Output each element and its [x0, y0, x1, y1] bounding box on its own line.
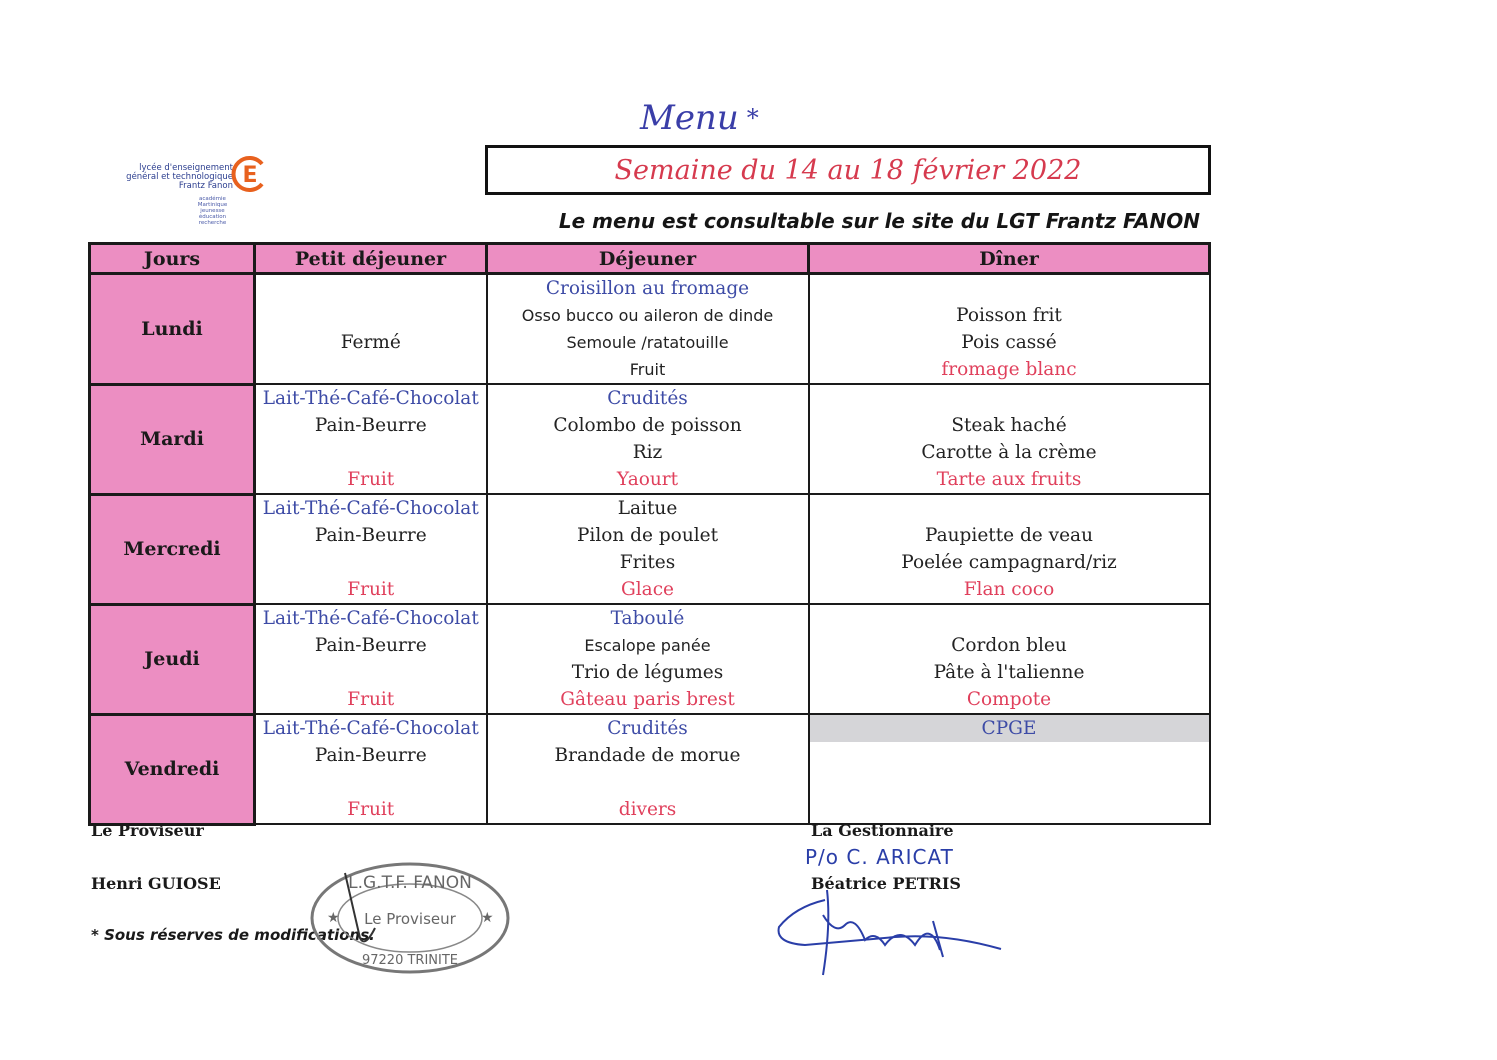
menu-item: divers [618, 799, 677, 820]
breakfast-cell [255, 494, 487, 604]
stamp-mid-text: Le Proviseur [364, 910, 456, 928]
dinner-cell [809, 274, 1210, 385]
menu-item: Croisillon au fromage [545, 278, 750, 299]
column-header-breakfast: Petit déjeuner [255, 244, 487, 274]
menu-item [256, 439, 486, 466]
menu-item: Pain-Beurre [314, 525, 427, 546]
menu-item: CPGE [810, 715, 1209, 742]
menu-item: Colombo de poisson [553, 415, 742, 436]
menu-item: Fruit [347, 469, 395, 490]
svg-text:★: ★ [327, 910, 340, 926]
menu-item: Frites [619, 552, 676, 573]
menu-item [810, 495, 1209, 522]
lunch-cell [487, 604, 809, 714]
menu-item: Poelée campagnard/riz [901, 552, 1117, 573]
menu-item: Lait-Thé-Café-Chocolat [262, 718, 479, 739]
column-header-lunch: Déjeuner [487, 244, 809, 274]
menu-body [90, 274, 1210, 825]
menu-table [88, 242, 1211, 826]
dinner-cell [809, 604, 1210, 714]
logo-line: Frantz Fanon [178, 181, 233, 191]
menu-item: fromage blanc [941, 359, 1077, 380]
column-header-dinner: Dîner [809, 244, 1210, 274]
logo-e-icon [230, 154, 270, 194]
stamp-bottom-text: 97220 TRINITE [361, 953, 459, 968]
menu-item [810, 385, 1209, 412]
menu-item: Gâteau paris brest [560, 689, 735, 710]
breakfast-cell [255, 384, 487, 494]
menu-item [810, 769, 1209, 796]
menu-item: Lait-Thé-Café-Chocolat [262, 498, 479, 519]
menu-item [256, 356, 486, 383]
menu-item: Trio de légumes [571, 662, 724, 683]
logo-line: général et technologique [126, 172, 233, 182]
day-cell: Mercredi [90, 494, 255, 604]
school-logo [118, 148, 268, 236]
menu-item: Tarte aux fruits [936, 469, 1082, 490]
menu-item: Paupiette de veau [925, 525, 1093, 546]
logo-small-line: éducation [198, 214, 227, 220]
proviseur-name: Henri GUIOSE [91, 874, 221, 893]
menu-item: Pain-Beurre [314, 635, 427, 656]
menu-item: Flan coco [963, 579, 1055, 600]
page-title [640, 96, 810, 140]
menu-item: Poisson frit [956, 305, 1062, 326]
table-row [90, 274, 1210, 385]
day-cell: Jeudi [90, 604, 255, 714]
table-row [90, 384, 1210, 494]
day-cell: Lundi [90, 274, 255, 385]
proviseur-title: Le Proviseur [91, 821, 204, 840]
menu-item: Escalope panée [584, 636, 711, 655]
menu-item: Brandade de morue [554, 745, 741, 766]
logo-line: lycée d'enseignement [139, 163, 233, 173]
lunch-cell [487, 494, 809, 604]
logo-small-line: recherche [198, 220, 227, 226]
school-stamp [305, 858, 515, 978]
logo-small-line: académie [199, 196, 226, 202]
day-cell: Vendredi [90, 714, 255, 824]
menu-item: Yaourt [616, 469, 679, 490]
breakfast-cell [255, 714, 487, 824]
lunch-cell [487, 274, 809, 385]
menu-item: Fruit [347, 579, 395, 600]
menu-item: Glace [620, 579, 675, 600]
menu-item: Pilon de poulet [576, 525, 719, 546]
menu-item: Osso bucco ou aileron de dinde [521, 306, 774, 325]
menu-item: Lait-Thé-Café-Chocolat [262, 608, 479, 629]
gestionnaire-name: Béatrice PETRIS [811, 874, 961, 893]
dinner-cell [809, 714, 1210, 824]
dinner-cell [809, 494, 1210, 604]
week-banner [485, 145, 1211, 195]
menu-item: Pâte à l'talienne [933, 662, 1085, 683]
table-row [90, 714, 1210, 824]
logo-academy-text [190, 196, 235, 226]
lunch-cell [487, 384, 809, 494]
site-note: Le menu est consultable sur le site du LGT Frantz FANON [558, 209, 1200, 233]
menu-item [256, 275, 486, 302]
breakfast-cell [255, 274, 487, 385]
menu-item [810, 605, 1209, 632]
menu-item [810, 742, 1209, 769]
signature [765, 845, 1010, 985]
menu-item [810, 796, 1209, 823]
menu-item: Fruit [629, 360, 666, 379]
menu-item: Semoule /ratatouille [566, 333, 729, 352]
breakfast-cell [255, 604, 487, 714]
dinner-cell [809, 384, 1210, 494]
menu-item: Riz [632, 442, 663, 463]
logo-small-line: Martinique [197, 202, 228, 208]
menu-item [488, 769, 808, 796]
stamp-icon [305, 858, 515, 978]
menu-item: Taboulé [610, 608, 685, 629]
title-text: Menu [640, 98, 739, 138]
menu-item: Laitue [617, 498, 678, 519]
menu-item: Crudités [607, 388, 688, 409]
menu-item: Fruit [347, 689, 395, 710]
table-row [90, 494, 1210, 604]
logo-small-line: jeunesse [200, 208, 225, 214]
title-asterisk: * [746, 104, 759, 132]
signature-icon [765, 845, 1010, 985]
menu-item [256, 659, 486, 686]
lunch-cell [487, 714, 809, 824]
menu-item: Pain-Beurre [314, 745, 427, 766]
svg-text:★: ★ [481, 910, 494, 926]
menu-item [256, 769, 486, 796]
menu-item [810, 275, 1209, 302]
logo-mark: E [242, 163, 258, 188]
day-cell: Mardi [90, 384, 255, 494]
menu-item: Fruit [347, 799, 395, 820]
menu-item: Pois cassé [961, 332, 1057, 353]
menu-item: Carotte à la crème [921, 442, 1097, 463]
menu-item [256, 549, 486, 576]
column-header-days: Jours [90, 244, 255, 274]
menu-item: Crudités [607, 718, 688, 739]
menu-item: Steak haché [951, 415, 1067, 436]
menu-item: Cordon bleu [951, 635, 1067, 656]
table-header-row [90, 244, 1210, 274]
week-text: Semaine du 14 au 18 février 2022 [614, 154, 1082, 186]
gestionnaire-title: La Gestionnaire [811, 821, 954, 840]
stamp-top-text: L.G.T.F. FANON [348, 873, 472, 893]
menu-item: Compote [966, 689, 1052, 710]
logo-text [118, 164, 233, 191]
menu-item: Fermé [340, 332, 401, 353]
menu-item [256, 302, 486, 329]
menu-item: Pain-Beurre [314, 415, 427, 436]
reserve-note: * Sous réserves de modifications. [91, 926, 375, 944]
signature-note: P/o C. ARICAT [805, 845, 954, 869]
menu-item: Lait-Thé-Café-Chocolat [262, 388, 479, 409]
table-row [90, 604, 1210, 714]
